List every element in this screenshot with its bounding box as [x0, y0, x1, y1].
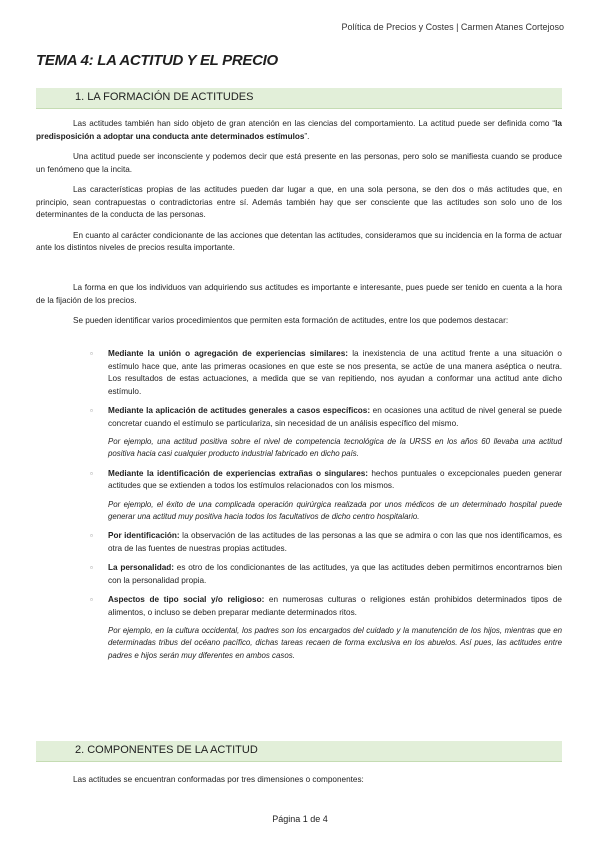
procedures-list: [90, 348, 562, 662]
list-item-title: La personalidad:: [108, 563, 175, 573]
bullet-icon: ▫: [90, 531, 93, 541]
list-item: [90, 468, 562, 524]
list-item-text: en numerosas culturas o religiones están prohibidos determinados tipos de alimentos, o incluso se deben preparar mediante determinados ritos.: [108, 595, 562, 617]
list-item-title: Mediante la identificación de experiencias extrañas o singulares:: [108, 468, 369, 478]
page-title: TEMA 4: LA ACTITUD Y EL PRECIO: [36, 52, 278, 69]
list-item-text: en ocasiones una actitud de nivel general se puede concretar cuando el estímulo se particulariza, sin necesidad de un análisis específico del mismo.: [108, 406, 562, 428]
section-2-body: [36, 774, 562, 787]
paragraph-3: Las características propias de las actitudes pueden dar lugar a que, en una sola persona, se den dos o más actitudes que, en principio, sean contrapuestas o contradictorias entre sí. Además también hay que ser consciente que las actitudes son solo uno de los determinantes de la conducta de las personas.: [36, 185, 562, 219]
definition-bold: la predisposición a adoptar una conducta ante determinados estímulos: [36, 119, 562, 141]
paragraph-2: Una actitud puede ser inconsciente y podemos decir que está presente en las personas, pero solo se manifiesta cuando se produce un fenómeno que la incita.: [36, 152, 562, 174]
list-item-title: Aspectos de tipo social y/o religioso:: [108, 595, 265, 605]
bullet-icon: ▫: [90, 468, 93, 478]
list-item-text: hechos puntuales o excepcionales pueden generar actitudes que se extienden a todos los estímulos relacionados con los mismos.: [108, 468, 562, 491]
list-item-example: Por ejemplo, una actitud positiva sobre el nivel de competencia tecnológica de la URSS en los años 60 llevaba una actitud positiva hacia casi cualquier producto industrial fabricado en dicho país.: [108, 437, 562, 459]
list-item: [90, 405, 562, 461]
list-item-text: la inexistencia de una actitud frente a una situación o estímulo hace que, ante las primeras ocasiones en que este se nos presenta, se actúe de una manera aséptica o neutra. Los resultados de estas actuaciones, a medida que se van repitiendo, nos ayudan a conformar una actitud ante dicho estímulo.: [108, 349, 562, 396]
bullet-icon: ▫: [90, 349, 93, 358]
list-item-text: es otro de los condicionantes de las actitudes, ya que las actitudes deben permitirnos encontrarnos bien con la personalidad propia.: [108, 563, 562, 585]
bullet-icon: ▫: [90, 563, 93, 573]
paragraph-5: La forma en que los individuos van adquiriendo sus actitudes es importante e interesante, pues puede ser tenido en cuenta a la hora de la fijación de los precios.: [36, 283, 562, 305]
list-item-example: Por ejemplo, el éxito de una complicada operación quirúrgica realizada por unos médicos de un determinado hospital puede generar una actitud muy positiva hacia todos los facultativos de dicho centro hospitalario.: [108, 499, 562, 521]
bullet-icon: ▫: [90, 595, 93, 605]
list-item-example: Por ejemplo, en la cultura occidental, los padres son los encargados del cuidado y la manutención de los hijos, mientras que en determinadas tribus del océano pacífico, dichas tareas recaen de forma exclusiva en los abuelos. Así pues, las actitudes entre padres e hijos serán muy diferentes en ambos casos.: [108, 626, 562, 660]
bullet-icon: ▫: [90, 406, 93, 415]
list-item: [90, 562, 562, 587]
section-heading-2: [36, 741, 562, 762]
paragraph-definition-pre: Las actitudes también han sido objeto de gran atención en las ciencias del comportamiento. La actitud puede ser definida como “: [73, 119, 556, 128]
section-1-body-continued: [36, 282, 562, 328]
paragraph-components: Las actitudes se encuentran conformadas por tres dimensiones o componentes:: [73, 775, 364, 784]
section-heading-2-label: 2. COMPONENTES DE LA ACTITUD: [75, 744, 258, 756]
list-item-title: Mediante la aplicación de actitudes generales a casos específicos:: [108, 406, 371, 415]
paragraph-4: En cuanto al carácter condicionante de las acciones que detentan las actitudes, consideramos que su incidencia en la forma de actuar ante los distintos niveles de precios resulta importante.: [36, 230, 562, 252]
paragraph-definition: [36, 118, 562, 143]
page-number: Página 1 de 4: [272, 814, 328, 824]
section-heading-1: [36, 88, 562, 109]
list-item: [90, 594, 562, 662]
list-item-title: Por identificación:: [108, 531, 180, 541]
paragraph-6: Se pueden identificar varios procedimientos que permiten esta formación de actitudes, entre los que podemos destacar:: [73, 316, 509, 325]
list-item-text: la observación de las actitudes de las personas a las que se admira o con las que nos identificamos, es otra de las fuentes de nuestras propias actitudes.: [108, 531, 562, 553]
list-item: [90, 348, 562, 398]
section-heading-1-label: 1. LA FORMACIÓN DE ACTITUDES: [75, 91, 254, 103]
section-1-body: [36, 118, 562, 255]
running-header: Política de Precios y Costes | Carmen Atanes Cortejoso: [341, 22, 564, 32]
list-item-title: Mediante la unión o agregación de experiencias similares:: [108, 349, 349, 358]
list-item: [90, 530, 562, 555]
paragraph-definition-post: ”.: [304, 131, 310, 141]
